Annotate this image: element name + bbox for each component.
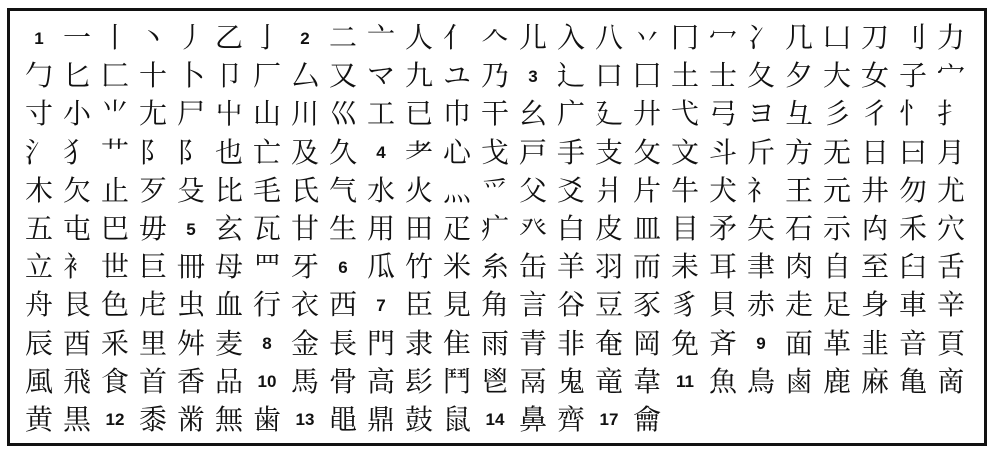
stroke-count-label: 11 — [676, 372, 694, 392]
radical-cell: 冊 — [176, 250, 205, 284]
radical-cell: 无 — [822, 135, 851, 169]
radical-cell: 刀 — [860, 21, 889, 55]
radical-cell: 用 — [366, 212, 395, 246]
radical-cell: 皮 — [594, 212, 623, 246]
radical-cell: 血 — [214, 288, 243, 322]
stroke-count-label: 9 — [756, 334, 766, 354]
radical-cell: 黒 — [62, 402, 91, 436]
radical-cell: 羽 — [594, 250, 623, 284]
radical-cell: 目 — [670, 212, 699, 246]
radical-cell: 又 — [328, 59, 357, 93]
radical-cell: 毛 — [252, 173, 281, 207]
radical-cell: 虍 — [138, 288, 167, 322]
radical-cell: 耳 — [708, 250, 737, 284]
radical-cell: 禾 — [898, 212, 927, 246]
radical-cell: 爫 — [480, 173, 509, 207]
radical-cell: 音 — [898, 326, 927, 360]
radical-cell: 瓦 — [252, 212, 281, 246]
radical-cell: 肉 — [784, 250, 813, 284]
radical-cell: 虫 — [176, 288, 205, 322]
radical-cell: 禸 — [860, 212, 889, 246]
radical-cell: 西 — [328, 288, 357, 322]
radical-cell: マ — [366, 59, 395, 93]
radical-cell: 匚 — [100, 59, 129, 93]
radical-cell: 彑 — [784, 97, 813, 131]
stroke-count-label: 4 — [376, 143, 386, 163]
stroke-count-label: 13 — [295, 410, 315, 430]
radical-cell: 手 — [556, 135, 585, 169]
radical-cell: 世 — [100, 250, 129, 284]
radical-cell: 欠 — [62, 173, 91, 207]
radical-cell: 魚 — [708, 364, 737, 398]
radical-cell: 革 — [822, 326, 851, 360]
radical-cell: 山 — [252, 97, 281, 131]
radical-cell: 足 — [822, 288, 851, 322]
radical-cell: 鬥 — [442, 364, 471, 398]
radical-cell: 尢 — [138, 97, 167, 131]
radical-cell: 竜 — [594, 364, 623, 398]
stroke-count-label: 7 — [376, 295, 386, 315]
radical-cell: ⺹ — [404, 135, 433, 169]
stroke-count-label: 1 — [34, 28, 44, 48]
radical-cell: 飛 — [62, 364, 91, 398]
radical-cell: 尤 — [936, 173, 965, 207]
radical-cell: 鹿 — [822, 364, 851, 398]
radical-cell: 寸 — [24, 97, 53, 131]
radical-cell: 角 — [480, 288, 509, 322]
radical-cell: 火 — [404, 173, 433, 207]
radical-cell: 豸 — [670, 288, 699, 322]
radical-cell: 夕 — [784, 59, 813, 93]
radical-cell: 廴 — [594, 97, 623, 131]
radical-cell: 金 — [290, 326, 319, 360]
radical-cell: 犬 — [708, 173, 737, 207]
radical-cell: 亅 — [252, 21, 281, 55]
radical-cell: 井 — [860, 173, 889, 207]
radical-cell: 𠆢 — [480, 21, 509, 55]
radical-cell: 亠 — [366, 21, 395, 55]
radical-cell: 二 — [328, 21, 357, 55]
radical-cell: 彳 — [860, 97, 889, 131]
radical-cell: 青 — [518, 326, 547, 360]
radical-cell: 而 — [632, 250, 661, 284]
radical-cell: 首 — [138, 364, 167, 398]
radical-cell: 丿 — [176, 21, 205, 55]
stroke-count-label: 14 — [485, 410, 505, 430]
radical-cell: 王 — [784, 173, 813, 207]
stroke-count-label: 10 — [257, 372, 277, 392]
radical-cell: 竹 — [404, 250, 433, 284]
radical-cell: 隹 — [442, 326, 471, 360]
radical-cell: 聿 — [746, 250, 775, 284]
radical-cell: 力 — [936, 21, 965, 55]
radical-cell: 人 — [404, 21, 433, 55]
radical-cell: 耒 — [670, 250, 699, 284]
radical-cell: 母 — [214, 250, 243, 284]
radical-cell: 屮 — [214, 97, 243, 131]
radical-cell: 長 — [328, 326, 357, 360]
radical-cell: 斉 — [708, 326, 737, 360]
radical-cell: 玄 — [214, 212, 243, 246]
radical-cell: 瓜 — [366, 250, 395, 284]
radical-cell: 鼠 — [442, 402, 471, 436]
radical-cell: 厶 — [290, 59, 319, 93]
radical-cell: 弓 — [708, 97, 737, 131]
radical-cell: 一 — [62, 21, 91, 55]
radical-cell: 比 — [214, 173, 243, 207]
radical-cell: 丨 — [100, 21, 129, 55]
radical-cell: 鹵 — [784, 364, 813, 398]
radical-cell: 言 — [518, 288, 547, 322]
radical-cell: 艹 — [100, 135, 129, 169]
radical-cell: 爿 — [594, 173, 623, 207]
radical-cell: 扌 — [936, 97, 965, 131]
radical-cell: 韭 — [860, 326, 889, 360]
radical-cell: 彡 — [822, 97, 851, 131]
radical-cell: 幺 — [518, 97, 547, 131]
radical-cell: 亻 — [442, 21, 471, 55]
radical-cell: 身 — [860, 288, 889, 322]
radical-cell: 矢 — [746, 212, 775, 246]
radical-cell: 甘 — [290, 212, 319, 246]
stroke-count-label: 17 — [599, 410, 619, 430]
radical-cell: 戈 — [480, 135, 509, 169]
radical-cell: 殳 — [176, 173, 205, 207]
radical-cell: ⻌ — [556, 59, 585, 93]
radical-cell: 巾 — [442, 97, 471, 131]
radical-cell: 矛 — [708, 212, 737, 246]
radical-cell: 釆 — [100, 326, 129, 360]
radical-cell: 入 — [556, 21, 585, 55]
radical-cell: 斗 — [708, 135, 737, 169]
radical-cell: 宀 — [936, 59, 965, 93]
radical-cell: 干 — [480, 97, 509, 131]
stroke-count-label: 8 — [262, 334, 272, 354]
radical-cell: 走 — [784, 288, 813, 322]
radical-cell: 鼓 — [404, 402, 433, 436]
radical-cell: 阝 — [176, 135, 205, 169]
stroke-count-label: 6 — [338, 257, 348, 277]
radical-cell: 黽 — [328, 402, 357, 436]
radical-cell: 鳥 — [746, 364, 775, 398]
radical-cell: 刂 — [898, 21, 927, 55]
radical-cell: 灬 — [442, 173, 471, 207]
radical-cell: 止 — [100, 173, 129, 207]
radical-table-frame — [7, 8, 987, 446]
radical-cell: 勿 — [898, 173, 927, 207]
radical-cell: 疒 — [480, 212, 509, 246]
radical-cell: 雨 — [480, 326, 509, 360]
radical-cell: 糸 — [480, 250, 509, 284]
radical-cell: 面 — [784, 326, 813, 360]
radical-cell: 日 — [860, 135, 889, 169]
radical-cell: 也 — [214, 135, 243, 169]
radical-cell: 牛 — [670, 173, 699, 207]
radical-cell: 屯 — [62, 212, 91, 246]
radical-cell: 片 — [632, 173, 661, 207]
radical-cell: 丶 — [138, 21, 167, 55]
radical-cell: ⺖ — [898, 97, 927, 131]
radical-cell: ヨ — [746, 97, 775, 131]
radical-cell: 麻 — [860, 364, 889, 398]
radical-cell: 非 — [556, 326, 585, 360]
stroke-count-label: 3 — [528, 66, 538, 86]
radical-cell: 谷 — [556, 288, 585, 322]
radical-cell: 辛 — [936, 288, 965, 322]
radical-cell: 貝 — [708, 288, 737, 322]
radical-cell: 囗 — [632, 59, 661, 93]
radical-cell: 亡 — [252, 135, 281, 169]
radical-cell: 皿 — [632, 212, 661, 246]
radical-cell: 門 — [366, 326, 395, 360]
radical-cell: 爻 — [556, 173, 585, 207]
radical-grid — [20, 19, 970, 439]
radical-cell: 歹 — [138, 173, 167, 207]
radical-cell: 犭 — [62, 135, 91, 169]
radical-cell: 自 — [822, 250, 851, 284]
radical-cell: 阝 — [138, 135, 167, 169]
radical-cell: 心 — [442, 135, 471, 169]
radical-cell: 几 — [784, 21, 813, 55]
radical-cell: 戸 — [518, 135, 547, 169]
radical-cell: 歯 — [252, 402, 281, 436]
radical-cell: 文 — [670, 135, 699, 169]
radical-cell: 酉 — [62, 326, 91, 360]
radical-cell: 口 — [594, 59, 623, 93]
radical-cell: 色 — [100, 288, 129, 322]
radical-cell: 骨 — [328, 364, 357, 398]
stroke-count-label: 12 — [105, 410, 125, 430]
radical-cell: 乙 — [214, 21, 243, 55]
radical-cell: 巛 — [328, 97, 357, 131]
radical-cell: 小 — [62, 97, 91, 131]
radical-cell: 士 — [708, 59, 737, 93]
radical-cell: 頁 — [936, 326, 965, 360]
radical-cell: 卩 — [214, 59, 243, 93]
radical-cell: 水 — [366, 173, 395, 207]
radical-cell: 巨 — [138, 250, 167, 284]
radical-cell: 車 — [898, 288, 927, 322]
radical-cell: 鬯 — [480, 364, 509, 398]
radical-cell: 穴 — [936, 212, 965, 246]
radical-cell: 生 — [328, 212, 357, 246]
radical-cell: 髟 — [404, 364, 433, 398]
radical-cell: 缶 — [518, 250, 547, 284]
radical-cell: 辰 — [24, 326, 53, 360]
radical-cell: 舟 — [24, 288, 53, 322]
radical-cell: 廾 — [632, 97, 661, 131]
radical-cell: 黹 — [176, 402, 205, 436]
radical-cell: 支 — [594, 135, 623, 169]
radical-cell: 鼻 — [518, 402, 547, 436]
radical-cell: 韋 — [632, 364, 661, 398]
radical-cell: 弋 — [670, 97, 699, 131]
radical-cell: 大 — [822, 59, 851, 93]
radical-cell: 气 — [328, 173, 357, 207]
radical-cell: 十 — [138, 59, 167, 93]
radical-cell: ⺲ — [252, 250, 281, 284]
radical-cell: 丷 — [632, 21, 661, 55]
radical-cell: 衤 — [62, 250, 91, 284]
radical-cell: 行 — [252, 288, 281, 322]
radical-cell: ⺌ — [100, 97, 129, 131]
radical-cell: 冂 — [670, 21, 699, 55]
radical-cell: 元 — [822, 173, 851, 207]
radical-cell: 已 — [404, 97, 433, 131]
radical-cell: 厂 — [252, 59, 281, 93]
radical-cell: 品 — [214, 364, 243, 398]
radical-cell: 夂 — [746, 59, 775, 93]
radical-cell: 舛 — [176, 326, 205, 360]
radical-cell: 九 — [404, 59, 433, 93]
radical-cell: 及 — [290, 135, 319, 169]
radical-cell: 木 — [24, 173, 53, 207]
radical-cell: 乃 — [480, 59, 509, 93]
radical-cell: 土 — [670, 59, 699, 93]
radical-cell: 癶 — [518, 212, 547, 246]
radical-cell: 免 — [670, 326, 699, 360]
radical-cell: 艮 — [62, 288, 91, 322]
radical-cell: 石 — [784, 212, 813, 246]
radical-cell: 久 — [328, 135, 357, 169]
radical-cell: 五 — [24, 212, 53, 246]
stroke-count-label: 2 — [300, 28, 310, 48]
radical-cell: 疋 — [442, 212, 471, 246]
radical-cell: 香 — [176, 364, 205, 398]
radical-cell: 鬲 — [518, 364, 547, 398]
radical-cell: 牙 — [290, 250, 319, 284]
radical-cell: 冖 — [708, 21, 737, 55]
radical-cell: 子 — [898, 59, 927, 93]
radical-cell: 礻 — [746, 173, 775, 207]
radical-cell: 斤 — [746, 135, 775, 169]
radical-cell: 鬼 — [556, 364, 585, 398]
radical-cell: 馬 — [290, 364, 319, 398]
radical-cell: 見 — [442, 288, 471, 322]
radical-cell: 曰 — [898, 135, 927, 169]
radical-cell: 羊 — [556, 250, 585, 284]
radical-cell: 無 — [214, 402, 243, 436]
radical-cell: 高 — [366, 364, 395, 398]
radical-cell: 奄 — [594, 326, 623, 360]
radical-cell: 川 — [290, 97, 319, 131]
radical-cell: 匕 — [62, 59, 91, 93]
radical-cell: 衣 — [290, 288, 319, 322]
radical-cell: 示 — [822, 212, 851, 246]
radical-cell: 黍 — [138, 402, 167, 436]
radical-cell: 冫 — [746, 21, 775, 55]
radical-cell: 勹 — [24, 59, 53, 93]
radical-cell: 立 — [24, 250, 53, 284]
radical-cell: 齊 — [556, 402, 585, 436]
radical-cell: 食 — [100, 364, 129, 398]
radical-cell: 龠 — [632, 402, 661, 436]
radical-cell: 隶 — [404, 326, 433, 360]
radical-cell: 亀 — [898, 364, 927, 398]
radical-cell: 風 — [24, 364, 53, 398]
radical-cell: 豆 — [594, 288, 623, 322]
radical-cell: 凵 — [822, 21, 851, 55]
radical-cell: 氏 — [290, 173, 319, 207]
radical-cell: 广 — [556, 97, 585, 131]
radical-cell: 岡 — [632, 326, 661, 360]
radical-cell: 方 — [784, 135, 813, 169]
radical-cell: 臣 — [404, 288, 433, 322]
radical-cell: 女 — [860, 59, 889, 93]
radical-cell: 赤 — [746, 288, 775, 322]
stroke-count-label: 5 — [186, 219, 196, 239]
radical-cell: 鼎 — [366, 402, 395, 436]
radical-cell: 氵 — [24, 135, 53, 169]
radical-cell: 尸 — [176, 97, 205, 131]
radical-cell: 至 — [860, 250, 889, 284]
radical-cell: 巴 — [100, 212, 129, 246]
radical-cell: 父 — [518, 173, 547, 207]
radical-cell: 八 — [594, 21, 623, 55]
radical-cell: 月 — [936, 135, 965, 169]
radical-cell: 工 — [366, 97, 395, 131]
radical-cell: 臼 — [898, 250, 927, 284]
radical-cell: 啇 — [936, 364, 965, 398]
radical-cell: 白 — [556, 212, 585, 246]
radical-cell: 攵 — [632, 135, 661, 169]
radical-cell: 卜 — [176, 59, 205, 93]
radical-cell: 黄 — [24, 402, 53, 436]
radical-cell: 麦 — [214, 326, 243, 360]
radical-cell: 舌 — [936, 250, 965, 284]
radical-cell: 米 — [442, 250, 471, 284]
radical-cell: 里 — [138, 326, 167, 360]
radical-cell: 毋 — [138, 212, 167, 246]
radical-cell: 田 — [404, 212, 433, 246]
radical-cell: ユ — [442, 59, 471, 93]
radical-cell: 儿 — [518, 21, 547, 55]
radical-cell: 豕 — [632, 288, 661, 322]
